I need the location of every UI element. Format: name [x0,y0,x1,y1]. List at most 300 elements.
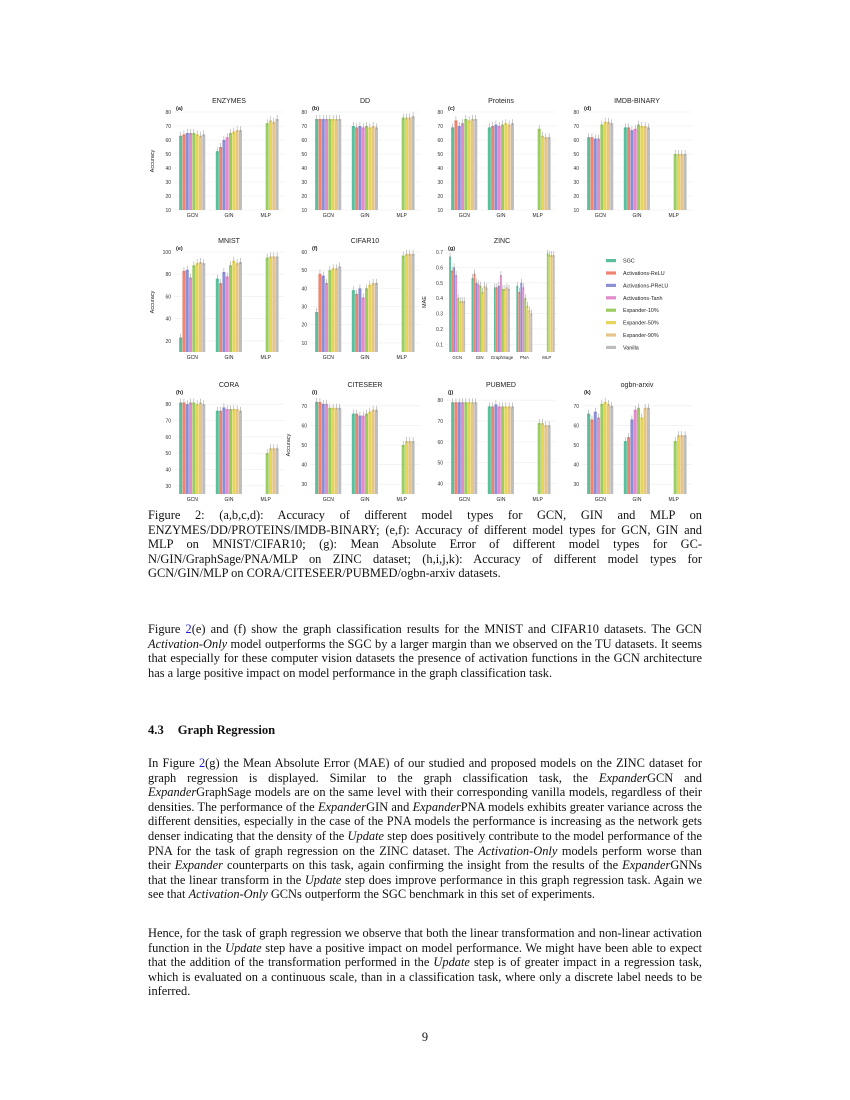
chart-title: DD [359,98,371,105]
bar-mlp-expander-90pct [272,448,275,494]
y-tick-label: 30 [573,482,579,489]
bar-gin-expander-10pct [365,414,368,494]
bar-gcn-activations-tanh [325,119,328,210]
bar-gin-sgc [352,126,355,210]
bar-gin-sgc [216,279,219,352]
chart-title: Proteins [488,98,514,105]
panel-label: (e) [176,246,183,252]
y-tick-label: 20 [165,338,171,345]
bar-gin-activations-relu [491,406,494,494]
legend-swatch [606,271,616,274]
y-tick-label: 80 [165,272,171,279]
bar-gin-expander-90pct [236,130,239,210]
bar-graphsage-expander-10pct [502,289,504,352]
bar-gcn-activations-relu [318,402,321,494]
legend-label: Vanilla [623,345,639,352]
x-tick-label: MLP [396,355,407,361]
bar-gin-sgc [472,278,474,352]
bar-gin-sgc [216,151,219,210]
legend-swatch [606,346,616,349]
bar-gin-expander-10pct [637,408,640,494]
y-tick-label: 0.2 [436,326,443,333]
x-tick-label: GIN [475,355,484,360]
x-tick-label: GCN [186,497,198,503]
bar-mlp-expander-50pct [405,118,408,210]
bar-gin-activations-relu [219,147,222,210]
bar-gin-activations-prelu [358,416,361,494]
bar-gin-vanilla [486,287,488,352]
y-tick-label: 70 [165,418,171,425]
chart-panel-zinc [422,238,558,360]
bar-gin-activations-tanh [226,409,229,494]
y-tick-label: 10 [301,208,307,214]
x-tick-label: MLP [668,213,679,219]
bar-gcn-activations-tanh [189,403,192,494]
legend-swatch [606,309,616,312]
bar-gcn-activations-prelu [322,404,325,494]
bar-mlp-expander-50pct [405,254,408,352]
y-tick-label: 60 [165,294,171,301]
legend-swatch [606,284,616,287]
bar-mlp-vanilla [276,119,279,210]
bar-gcn-sgc [451,402,454,494]
panel-label: (g) [448,246,456,252]
y-tick-label: 60 [573,423,579,430]
bar-gcn-activations-tanh [325,283,328,352]
bar-gcn-activations-prelu [594,412,597,494]
bar-graphsage-vanilla [508,289,510,352]
bar-gcn-vanilla [338,267,341,352]
bar-gcn-expander-50pct [604,122,607,210]
y-tick-label: 30 [301,180,307,186]
bar-gin-expander-10pct [365,288,368,352]
bar-gcn-expander-90pct [607,122,610,210]
bar-gcn-activations-relu [451,270,453,352]
bar-gin-expander-50pct [504,406,507,494]
bar-mlp-expander-90pct [408,254,411,352]
y-tick-label: 10 [437,208,443,214]
bar-gcn-vanilla [610,406,613,494]
chart-title: CITESEER [347,382,383,389]
bar-gin-sgc [624,441,627,494]
x-tick-label: GIN [360,497,370,503]
bar-gcn-activations-relu [318,274,321,352]
bar-pna-activations-tanh [522,287,524,352]
x-tick-label: MLP [542,355,552,360]
bar-mlp-vanilla [548,425,551,494]
chart-panel-citeseer [286,382,420,503]
x-tick-label: GIN [224,497,234,503]
y-tick-label: 30 [165,483,171,490]
bar-gcn-expander-10pct [464,119,467,210]
y-tick-label: 70 [573,124,579,130]
bar-gin-sgc [488,127,491,210]
x-tick-label: GCN [594,497,606,503]
bar-gcn-activations-relu [590,137,593,210]
bar-gin-activations-prelu [358,126,361,210]
bar-gcn-vanilla [202,404,205,494]
chart-title: CIFAR10 [350,238,380,245]
bar-gin-expander-90pct [508,406,511,494]
bar-mlp-vanilla [684,154,687,210]
bar-gcn-activations-tanh [455,275,457,352]
x-tick-label: MLP [260,213,271,219]
legend-label: Expander-50% [623,320,659,327]
bar-gin-expander-90pct [236,263,239,352]
bar-gin-sgc [488,406,491,494]
panel-label: (c) [448,106,455,112]
y-tick-label: 100 [162,250,171,256]
y-tick-label: 50 [573,443,579,449]
y-tick-label: 50 [437,460,443,467]
panel-label: (a) [176,106,183,112]
chart-panel-ogbn-arxiv [573,382,692,503]
x-tick-label: MLP [260,497,271,503]
bar-gin-activations-tanh [498,406,501,494]
bar-gin-vanilla [511,406,514,494]
panel-label: (j) [448,390,454,396]
bar-gcn-activations-prelu [186,270,189,352]
bar-gin-sgc [352,290,355,352]
x-tick-label: MLP [532,213,543,219]
bar-mlp-expander-50pct [677,154,680,210]
chart-panel-pubmed [437,382,556,503]
x-tick-label: GCN [186,213,198,219]
bar-mlp-expander-90pct [680,435,683,494]
bar-gcn-expander-50pct [196,263,199,352]
y-tick-label: 20 [165,194,171,200]
y-tick-label: 0.7 [436,250,443,256]
legend-swatch [606,259,616,262]
y-tick-label: 40 [437,481,443,488]
bar-gin-activations-relu [355,127,358,210]
bar-gin-activations-prelu [476,283,478,352]
bar-gcn-sgc [449,257,451,352]
y-tick-label: 80 [573,110,579,116]
bar-gcn-activations-prelu [458,402,461,494]
bar-graphsage-expander-50pct [504,289,506,352]
figure-ref-link[interactable]: 2 [185,622,192,636]
bar-mlp-expander-10pct [402,256,405,352]
bar-gcn-expander-10pct [192,403,195,494]
bar-gin-activations-prelu [494,404,497,494]
y-tick-label: 40 [437,166,443,172]
bar-gcn-expander-90pct [471,119,474,210]
bar-gcn-vanilla [610,123,613,210]
bar-gcn-activations-relu [590,420,593,494]
y-tick-label: 60 [301,423,307,430]
bar-gcn-expander-50pct [332,408,335,494]
chart-legend [606,259,668,352]
bar-mlp-vanilla [553,255,555,352]
y-tick-label: 10 [573,208,579,214]
bar-gcn-expander-50pct [604,402,607,494]
bar-graphsage-expander-90pct [506,287,508,352]
x-tick-label: GCN [458,213,470,219]
bar-gcn-activations-relu [182,134,185,210]
x-tick-label: GIN [496,497,506,503]
y-tick-label: 70 [301,124,307,130]
bar-pna-expander-10pct [524,298,526,352]
bar-gin-activations-relu [491,126,494,210]
bar-mlp-expander-50pct [541,136,544,210]
bar-mlp-expander-90pct [680,154,683,210]
bar-gcn-vanilla [202,134,205,210]
legend-label: SGC [623,258,635,265]
bar-gcn-sgc [315,402,318,494]
y-tick-label: 20 [301,194,307,200]
legend-label: Activations-Tanh [623,295,663,302]
bar-gcn-expander-50pct [459,301,461,352]
bar-gcn-activations-prelu [186,404,189,494]
legend-label: Expander-90% [623,333,659,339]
y-tick-label: 80 [165,402,171,409]
bar-gcn-expander-10pct [457,298,459,352]
bar-mlp-expander-10pct [266,453,269,494]
bar-mlp-expander-90pct [544,425,547,494]
bar-gin-activations-relu [627,127,630,210]
bar-gin-vanilla [239,130,242,210]
bar-gcn-activations-prelu [322,276,325,352]
bar-mlp-expander-10pct [402,118,405,210]
bar-mlp-vanilla [548,137,551,210]
bar-mlp-vanilla [276,256,279,352]
y-tick-label: 20 [301,322,307,329]
bar-gin-sgc [352,414,355,494]
bar-gin-activations-tanh [226,137,229,210]
bar-gcn-expander-90pct [335,119,338,210]
bar-mlp-expander-90pct [408,118,411,210]
bar-gcn-activations-tanh [189,133,192,210]
bar-gin-expander-50pct [482,292,484,352]
bar-gcn-expander-90pct [471,402,474,494]
x-tick-label: PNA [519,355,529,360]
chart-panel-cifar10 [301,238,420,361]
y-tick-label: 20 [573,194,579,200]
bar-gcn-activations-relu [454,120,457,210]
chart-title: MNIST [218,238,240,245]
x-tick-label: GCN [322,355,334,361]
x-tick-label: GIN [224,213,234,219]
x-tick-label: GIN [360,355,370,361]
y-tick-label: 40 [573,166,579,172]
figure-2-bar-charts [140,94,720,504]
x-tick-label: GIN [632,213,642,219]
bar-gcn-activations-prelu [594,139,597,210]
bar-gcn-sgc [587,137,590,210]
y-tick-label: 30 [301,304,307,311]
bar-gcn-sgc [179,136,182,210]
bar-gin-activations-tanh [498,126,501,210]
legend-swatch [606,296,616,299]
bar-gcn-activations-relu [182,403,185,494]
bar-gin-vanilla [375,410,378,494]
y-tick-label: 40 [301,286,307,293]
bar-gcn-sgc [179,338,182,352]
bar-gin-expander-90pct [644,126,647,210]
bar-gin-activations-relu [627,437,630,494]
bar-gin-activations-prelu [630,420,633,494]
bar-gin-expander-50pct [368,412,371,494]
y-tick-label: 50 [165,451,171,458]
chart-title: ZINC [493,238,511,245]
bar-gin-expander-50pct [368,285,371,352]
bar-gin-activations-tanh [226,276,229,352]
x-tick-label: GIN [496,213,506,219]
bar-gin-expander-50pct [232,132,235,210]
y-tick-label: 60 [165,434,171,441]
bar-gin-activations-tanh [478,284,480,352]
chart-title: PUBMED [486,382,516,389]
bar-mlp-expander-90pct [408,441,411,494]
bar-gcn-expander-50pct [468,120,471,210]
bar-gin-expander-50pct [368,127,371,210]
x-tick-label: MLP [668,497,679,503]
bar-mlp-expander-50pct [677,435,680,494]
bar-gin-expander-50pct [640,126,643,210]
bar-gcn-expander-10pct [192,265,195,352]
x-tick-label: GCN [594,213,606,219]
bar-gin-sgc [216,411,219,494]
bar-graphsage-activations-relu [496,287,498,352]
bar-gin-vanilla [647,408,650,494]
bar-gcn-expander-10pct [328,408,331,494]
bar-gin-activations-tanh [634,129,637,210]
bar-gin-expander-10pct [229,409,232,494]
bar-gcn-activations-prelu [322,119,325,210]
bar-gin-expander-10pct [365,126,368,210]
paragraph-mnist-cifar: Figure 2(e) and (f) show the graph classification results for the MNIST and CIFAR10 datasets. The GCN Activation-Only model outperforms the SGC by a larger margin than we observed on the TU datasets. It seems that especially for these computer vision datasets the presence of activation functions in the GCN architecture has a large positive impact on model performance in the graph classification task. [148,622,702,680]
bar-mlp-expander-90pct [272,122,275,210]
bar-gin-vanilla [375,283,378,352]
bar-mlp-expander-90pct [272,256,275,352]
legend-swatch [606,321,616,324]
y-tick-label: 50 [573,152,579,158]
bar-gin-activations-tanh [634,410,637,494]
y-tick-label: 40 [301,166,307,172]
y-tick-label: 40 [573,462,579,469]
bar-gin-expander-50pct [504,123,507,210]
y-tick-label: 80 [437,110,443,116]
y-tick-label: 20 [437,194,443,200]
bar-gin-expander-10pct [637,125,640,210]
bar-gcn-expander-50pct [196,404,199,494]
y-tick-label: 40 [165,467,171,474]
panel-label: (i) [312,390,318,396]
bar-gcn-activations-prelu [458,126,461,210]
bar-gcn-vanilla [463,301,465,352]
y-tick-label: 30 [437,180,443,186]
paragraph-graph-regression: In Figure 2(g) the Mean Absolute Error (MAE) of our studied and proposed models on the ZINC dataset for graph regression is displayed. Similar to the graph classification task, the ExpanderGCN and ExpanderGraphSage models are on the same level with their corresponding vanilla models, regardless of their densities. The performance of the ExpanderGIN and ExpanderPNA models exhibits greater variance across the different densities, especially in the case of the PNA models the performance is increasing as the network gets denser indicating that the density of the Update step does positively contribute to the model performance of the PNA for the task of graph regression on the ZINC dataset. The Activation-Only models perform worse than their Expander counterparts on this task, again confirming the insight from the results of the ExpanderGNNs that the linear transform in the Update step does improve performance in this graph regression task. Again we see that Activation-Only GCNs outperform the SGC benchmark in this set of experiments. [148,756,703,902]
y-tick-label: 0.6 [436,265,443,272]
chart-panel-proteins [437,98,556,219]
bar-gcn-expander-10pct [192,133,195,210]
bar-gin-expander-50pct [232,261,235,352]
bar-gin-expander-10pct [229,265,232,352]
bar-gin-expander-90pct [508,125,511,210]
y-tick-label: 60 [301,138,307,144]
x-tick-label: GraphSage [490,355,514,360]
bar-gin-activations-relu [355,414,358,494]
bar-gin-expander-90pct [236,409,239,494]
bar-graphsage-sgc [494,287,496,352]
y-tick-label: 30 [573,180,579,186]
x-tick-label: GCN [322,213,334,219]
bar-mlp-expander-50pct [549,255,551,352]
bar-gcn-activations-relu [454,402,457,494]
x-tick-label: MLP [396,213,407,219]
x-tick-label: GCN [458,497,470,503]
y-axis-label: Accuracy [150,149,156,173]
chart-panel-cora [165,382,284,503]
figure-caption: Figure 2: (a,b,c,d): Accuracy of different model types for GCN, GIN and MLP on ENZYMES/DD/PROTEINS/IMDB-BINARY; (e,f): Accuracy of different model types for GCN, GIN and MLP on MNIST/CIFAR10; (g): Mean Absolute Error of different model types for GC-N/GIN/GraphSage/PNA/MLP on ZINC dataset; (h,i,j,k): Accuracy of different model types for GCN/GIN/MLP on CORA/CITESEER/PUBMED/ogbn-arxiv datasets. [148,508,702,581]
y-tick-label: 60 [573,138,579,144]
y-tick-label: 0.5 [436,280,443,287]
bar-mlp-expander-10pct [547,254,549,352]
bar-gin-activations-prelu [222,140,225,210]
bar-pna-activations-relu [518,292,520,352]
bar-gin-activations-prelu [358,288,361,352]
x-tick-label: GCN [452,355,463,360]
bar-pna-sgc [516,286,518,352]
y-tick-label: 40 [165,316,171,323]
bar-mlp-expander-50pct [269,120,272,210]
bar-mlp-expander-90pct [544,137,547,210]
bar-mlp-vanilla [412,441,415,494]
bar-gin-sgc [624,127,627,210]
bar-gcn-activations-tanh [597,139,600,210]
chart-title: IMDB-BINARY [614,98,660,105]
bar-gin-activations-relu [219,283,222,352]
y-tick-label: 80 [165,110,171,116]
bar-gcn-vanilla [474,119,477,210]
y-tick-label: 70 [437,419,443,426]
bar-gcn-expander-50pct [332,268,335,352]
chart-panel-dd [301,98,420,219]
bar-gcn-vanilla [474,402,477,494]
bar-gin-activations-tanh [362,127,365,210]
y-tick-label: 0.3 [436,311,443,318]
bar-gcn-expander-10pct [328,270,331,352]
y-tick-label: 70 [165,124,171,130]
section-heading: 4.3 Graph Regression [148,723,276,737]
bar-mlp-expander-50pct [405,441,408,494]
bar-mlp-expander-10pct [402,445,405,494]
figure-ref-link[interactable]: 2 [198,756,206,770]
bar-gin-activations-prelu [630,130,633,210]
bar-mlp-expander-10pct [538,423,541,494]
bar-gcn-expander-90pct [607,404,610,494]
bar-gcn-expander-50pct [468,402,471,494]
y-tick-label: 30 [165,180,171,186]
y-tick-label: 0.4 [436,296,443,303]
bar-gcn-activations-tanh [597,418,600,494]
chart-panel-imdb-binary [573,98,692,219]
y-tick-label: 50 [301,152,307,158]
y-tick-label: 40 [165,166,171,172]
x-tick-label: GCN [186,355,198,361]
x-tick-label: MLP [532,497,543,503]
y-tick-label: 30 [301,482,307,489]
bar-gcn-sgc [451,127,454,210]
bar-gin-activations-relu [355,294,358,352]
x-tick-label: MLP [396,497,407,503]
y-tick-label: 10 [165,208,171,214]
bar-gcn-activations-tanh [461,123,464,210]
bar-gin-expander-90pct [484,286,486,352]
bar-gcn-sgc [179,403,182,494]
bar-gcn-expander-90pct [199,403,202,494]
